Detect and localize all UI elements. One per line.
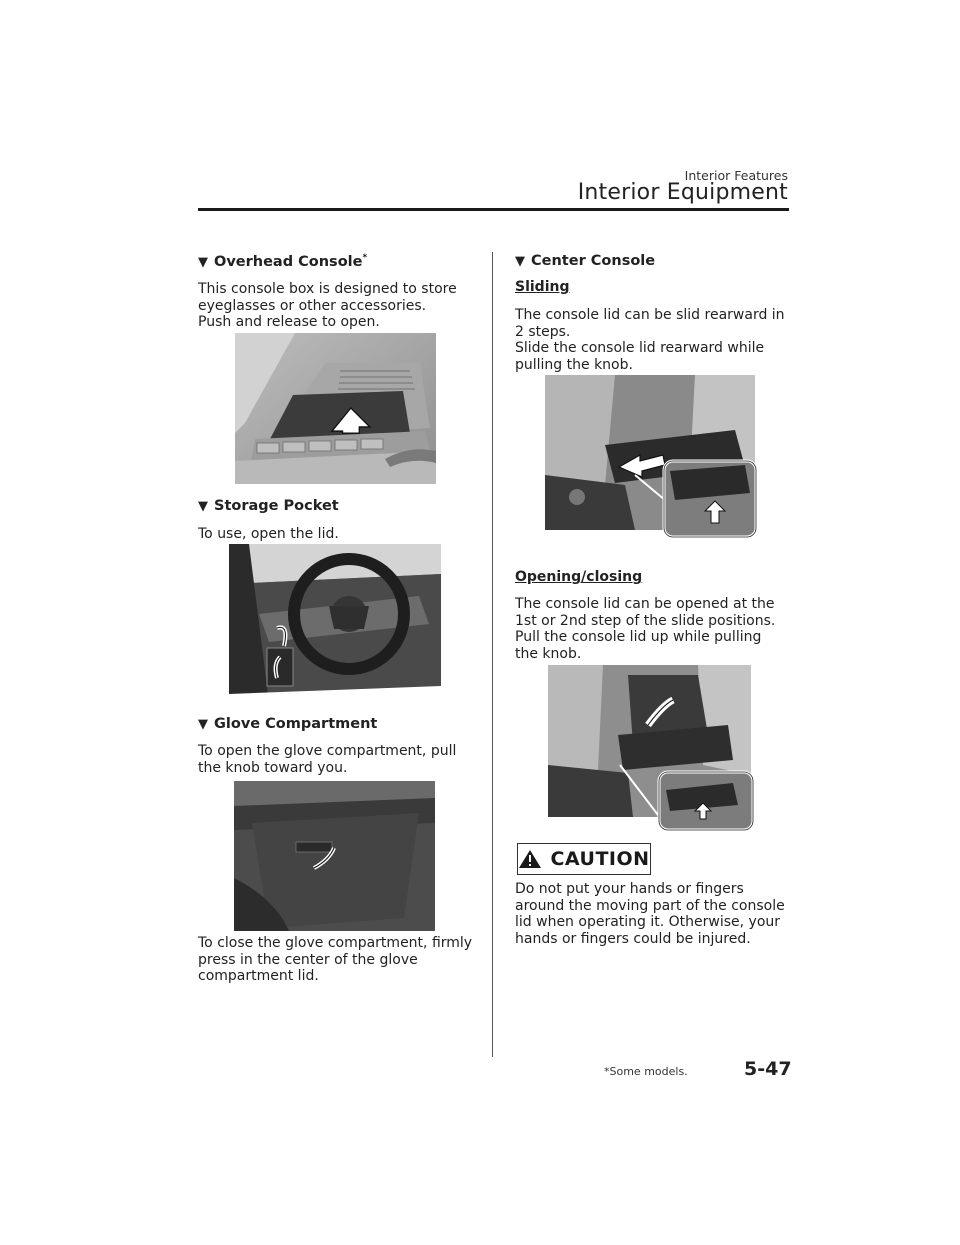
triangle-marker-icon: ▼ — [198, 254, 208, 270]
caution-text: Do not put your hands or fingers around the moving part of the console lid when operating it. Otherwise, your hands or fingers could be injured. — [515, 881, 785, 947]
page-number: 5-47 — [744, 1058, 792, 1080]
console-opening-photo — [548, 665, 756, 833]
triangle-marker-icon: ▼ — [198, 717, 208, 732]
footnote: *Some models. — [604, 1065, 688, 1078]
page-title: Interior Equipment — [577, 180, 788, 205]
overhead-console-photo — [235, 333, 436, 484]
overhead-console-heading: ▼ Overhead Console* — [198, 253, 368, 270]
header-rule — [198, 208, 789, 211]
some-models-asterisk: * — [362, 253, 368, 263]
caution-label: CAUTION — [550, 848, 650, 870]
sliding-text: The console lid can be slid rearward in 2 steps. Slide the console lid rearward while pulling the knob. — [515, 307, 785, 373]
opening-closing-text: The console lid can be opened at the 1st or 2nd step of the slide positions. Pull the console lid up while pulling the knob. — [515, 596, 776, 662]
center-console-heading: ▼ Center Console — [515, 253, 656, 269]
console-sliding-photo — [545, 375, 761, 540]
column-divider — [492, 252, 493, 1057]
sliding-subheading: Sliding — [515, 279, 570, 295]
glove-compartment-text: To open the glove compartment, pull the knob toward you. — [198, 743, 457, 776]
glove-compartment-photo — [234, 778, 435, 931]
section-label: Interior Features — [684, 168, 788, 183]
glove-compartment-heading: ▼ Glove Compartment — [198, 716, 378, 732]
opening-closing-subheading: Opening/closing — [515, 569, 643, 585]
storage-pocket-heading: ▼ Storage Pocket — [198, 498, 339, 514]
glove-close-text: To close the glove compartment, firmly press in the center of the glove compartment lid. — [198, 935, 473, 984]
storage-pocket-text: To use, open the lid. — [198, 526, 339, 542]
warning-triangle-icon — [518, 849, 542, 869]
storage-pocket-photo — [229, 544, 441, 702]
caution-box — [517, 843, 651, 875]
triangle-marker-icon: ▼ — [198, 499, 208, 514]
overhead-console-text: This console box is designed to store eyeglasses or other accessories. Push and release to open. — [198, 281, 457, 330]
triangle-marker-icon: ▼ — [515, 254, 525, 269]
